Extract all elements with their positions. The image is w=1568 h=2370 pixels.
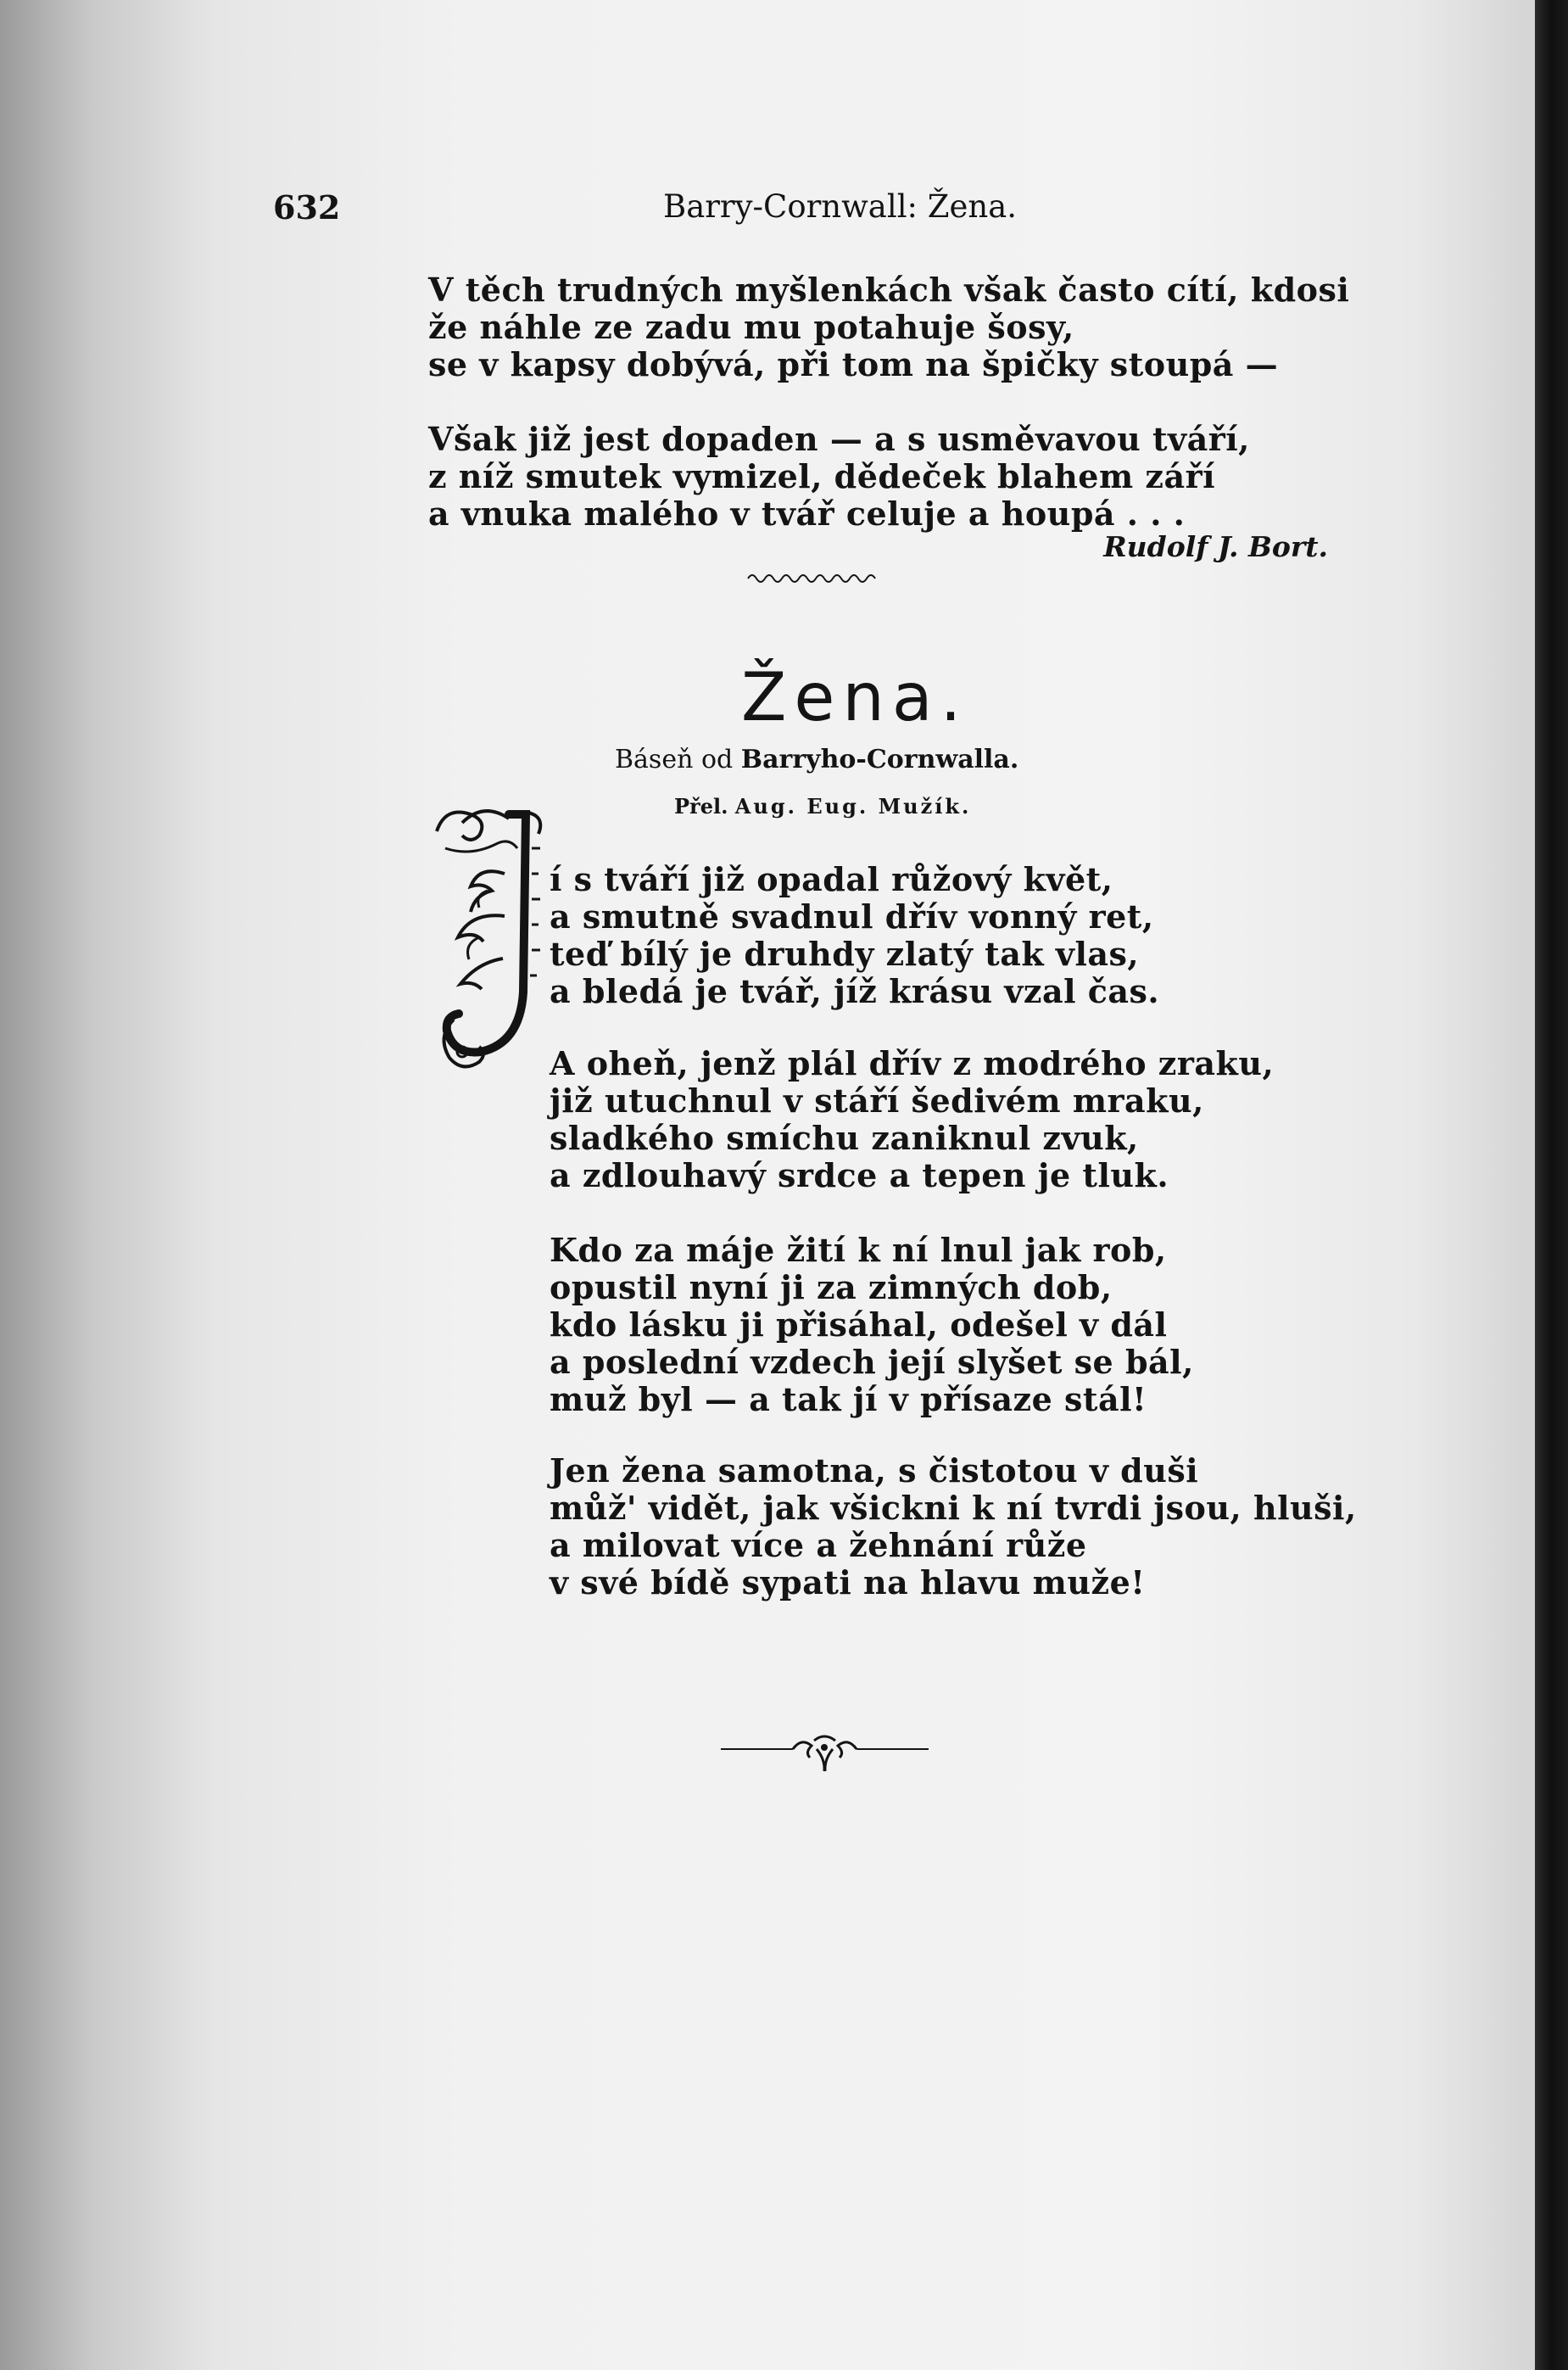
poem-stanza-4 [550, 1452, 1357, 1601]
translator-prefix: Přel. [674, 794, 728, 819]
verse-line: sladkého smíchu zaniknul zvuk, [550, 1119, 1139, 1157]
poem-subtitle [615, 745, 1018, 774]
verse-line: Kdo za máje žití k ní lnul jak rob, [550, 1231, 1167, 1269]
verse-line: a milovat více a žehnání růže [550, 1526, 1087, 1564]
previous-poem-stanza-1 [428, 271, 1349, 383]
page-edge-shadow [1535, 0, 1568, 2370]
verse-line: muž byl — a tak jí v přísaze stál! [550, 1380, 1147, 1418]
verse-line: z níž smutek vymizel, dědeček blahem září [428, 457, 1216, 495]
floral-tailpiece-icon [721, 1730, 929, 1773]
ornate-dropcap-j-icon [428, 797, 555, 1077]
page-number: 632 [273, 188, 341, 226]
verse-line: a zdlouhavý srdce a tepen je tluk. [550, 1156, 1169, 1194]
verse-line: Však již jest dopaden — a s usměvavou tváří, [428, 420, 1250, 458]
poem-stanza-1 [550, 861, 1159, 1010]
verse-line: V těch trudných myšlenkách však často cítí, kdosi [428, 271, 1350, 309]
poem-title: Žena. [741, 660, 969, 736]
verse-line: se v kapsy dobývá, při tom na špičky stoupá — [428, 345, 1279, 383]
verse-line: v své bídě sypati na hlavu muže! [550, 1563, 1146, 1601]
wavy-rule-icon [746, 570, 882, 587]
verse-line: í s tváří již opadal růžový květ, [550, 860, 1113, 898]
verse-line: již utuchnul v stáří šedivém mraku, [550, 1082, 1204, 1120]
verse-line: teď bílý je druhdy zlatý tak vlas, [550, 935, 1140, 973]
verse-line: Jen žena samotna, s čistotou v duši [550, 1451, 1199, 1490]
verse-line: můž' vidět, jak všickni k ní tvrdi jsou, hluši, [550, 1489, 1357, 1527]
previous-poem-author: Rudolf J. Bort. [1103, 530, 1328, 563]
translator-name: Aug. Eug. Mužík. [734, 794, 972, 819]
verse-line: a poslední vzdech její slyšet se bál, [550, 1343, 1194, 1381]
translator-credit [674, 794, 971, 819]
verse-line: že náhle ze zadu mu potahuje šosy, [428, 308, 1074, 346]
poem-stanza-3 [550, 1232, 1194, 1418]
verse-line: a smutně svadnul dřív vonný ret, [550, 897, 1154, 936]
verse-line: kdo lásku ji přisáhal, odešel v dál [550, 1305, 1168, 1344]
verse-line: a vnuka malého v tvář celuje a houpá . . . [428, 495, 1186, 533]
running-head [273, 188, 1375, 239]
subtitle-prefix: Báseň od [615, 745, 734, 774]
subtitle-poet: Barryho-Cornwalla. [740, 745, 1019, 774]
poem-stanza-2 [550, 1045, 1274, 1194]
previous-poem-stanza-2 [428, 421, 1250, 533]
verse-line: opustil nyní ji za zimných dob, [550, 1268, 1113, 1306]
verse-line: A oheň, jenž plál dřív z modrého zraku, [550, 1044, 1275, 1082]
running-title: Barry-Cornwall: Žena. [663, 188, 1018, 225]
verse-line: a bledá je tvář, jíž krásu vzal čas. [550, 972, 1160, 1010]
